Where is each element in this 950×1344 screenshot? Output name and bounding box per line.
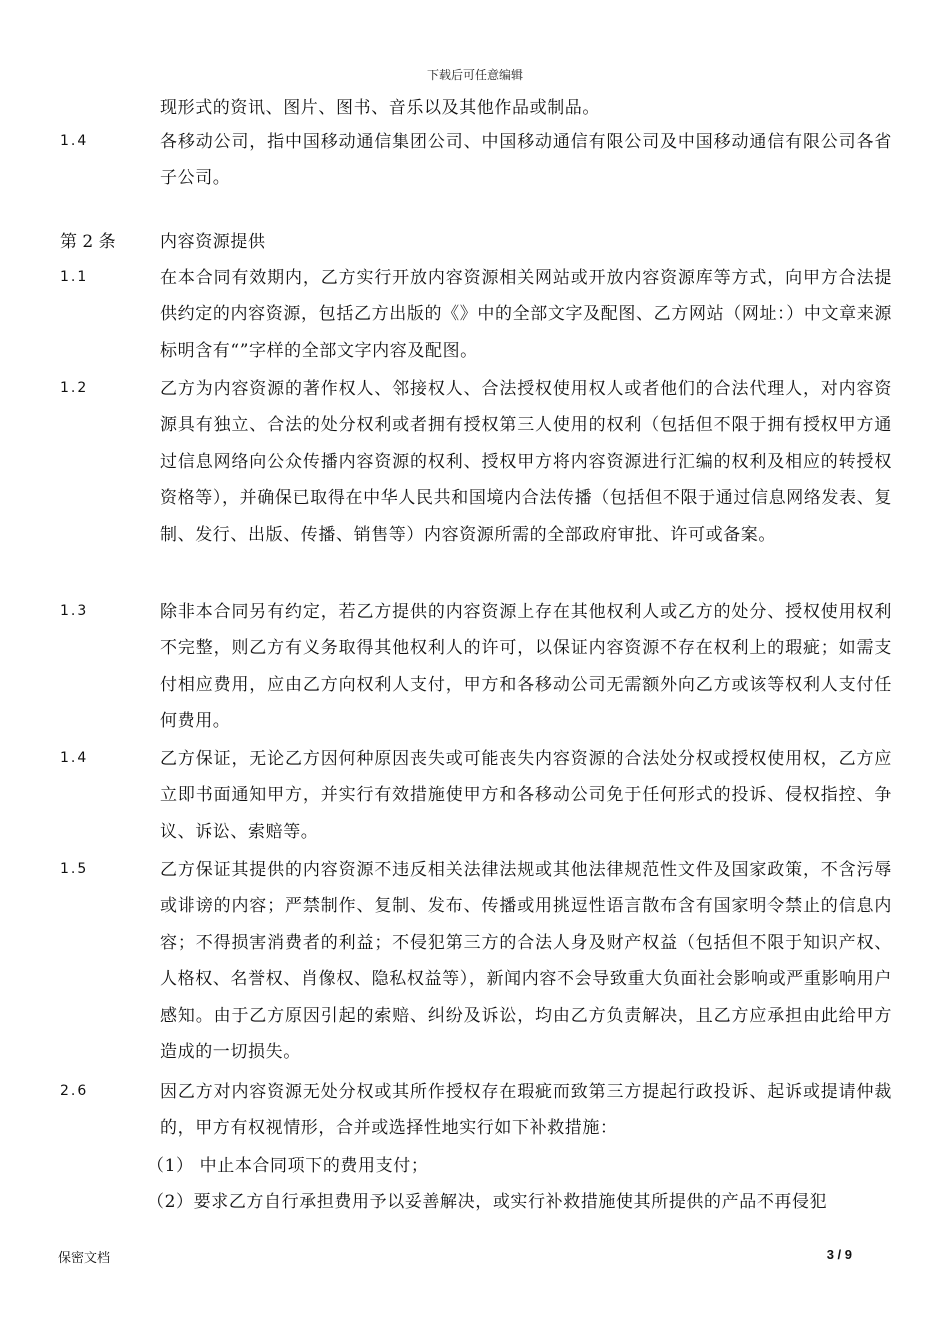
clause-text: 乙方保证其提供的内容资源不违反相关法律法规或其他法律规范性文件及国家政策，不含污辱或诽谤的内容；严禁制作、复制、发布、传播或用挑逗性语言散布含有国家明令禁止的信息内容；不得损害消费者的利益；不侵犯第三方的合法人身及财产权益（包括但不限于知识产权、人格权、名誉权、肖像权、隐私权益等），新闻内容不会导致重大负面社会影响或严重影响用户感知。由于乙方原因引起的索赔、纠纷及诉讼，均由乙方负责解决，且乙方应承担由此给甲方造成的一切损失。 <box>160 860 892 1063</box>
section-number: 第 2 条 <box>60 232 116 252</box>
clause-text: 除非本合同另有约定，若乙方提供的内容资源上存在其他权利人或乙方的处分、授权使用权利不完整，则乙方有义务取得其他权利人的许可，以保证内容资源不存在权利上的瑕疵；如需支付相应费用，应由乙方向权利人支付，甲方和各移动公司无需额外向乙方或该等权利人支付任何费用。 <box>160 602 892 732</box>
sub-item: （1） 中止本合同项下的费用支付； <box>147 1156 429 1176</box>
clause-number: 1.5 <box>60 861 89 877</box>
clause-number: 1.4 <box>60 133 89 149</box>
page-header: 下载后可任意编辑 <box>426 68 523 82</box>
clause-text: 乙方为内容资源的著作权人、邻接权人、合法授权使用权人或者他们的合法代理人，对内容资源具有独立、合法的处分权利或者拥有授权第三人使用的权利（包括但不限于拥有授权甲方通过信息网络向公众传播内容资源的权利、授权甲方将内容资源进行汇编的权利及相应的转授权资格等），并确保已取得在中华人民共和国境内合法传播（包括但不限于通过信息网络发表、复制、发行、出版、传播、销售等）内容资源所需的全部政府审批、许可或备案。 <box>160 379 892 545</box>
footer-confidential-label: 保密文档 <box>58 1251 111 1266</box>
clause-text: 各移动公司，指中国移动通信集团公司、中国移动通信有限公司及中国移动通信有限公司各省子公司。 <box>160 132 892 189</box>
clause-text: 因乙方对内容资源无处分权或其所作授权存在瑕疵而致第三方提起行政投诉、起诉或提请仲裁的，甲方有权视情形，合并或选择性地实行如下补救措施： <box>160 1082 892 1139</box>
section-title: 内容资源提供 <box>160 232 266 252</box>
clause-number: 1.1 <box>60 269 89 285</box>
page-number: 3 / 9 <box>826 1247 852 1262</box>
sub-item: （2）要求乙方自行承担费用予以妥善解决，或实行补救措施使其所提供的产品不再侵犯 <box>147 1192 828 1212</box>
clause-number: 2.6 <box>60 1083 89 1099</box>
clause-number: 1.2 <box>60 380 89 396</box>
clause-text: 乙方保证，无论乙方因何种原因丧失或可能丧失内容资源的合法处分权或授权使用权，乙方应立即书面通知甲方，并实行有效措施使甲方和各移动公司免于任何形式的投诉、侵权指控、争议、诉讼、索赔等。 <box>160 749 892 842</box>
continued-text: 现形式的资讯、图片、图书、音乐以及其他作品或制品。 <box>160 98 600 118</box>
clause-number: 1.3 <box>60 603 89 619</box>
clause-text: 在本合同有效期内，乙方实行开放内容资源相关网站或开放内容资源库等方式，向甲方合法提供约定的内容资源，包括乙方出版的《》中的全部文字及配图、乙方网站（网址：）中文章来源标明含有“”字样的全部文字内容及配图。 <box>160 268 892 361</box>
clause-number: 1.4 <box>60 750 89 766</box>
